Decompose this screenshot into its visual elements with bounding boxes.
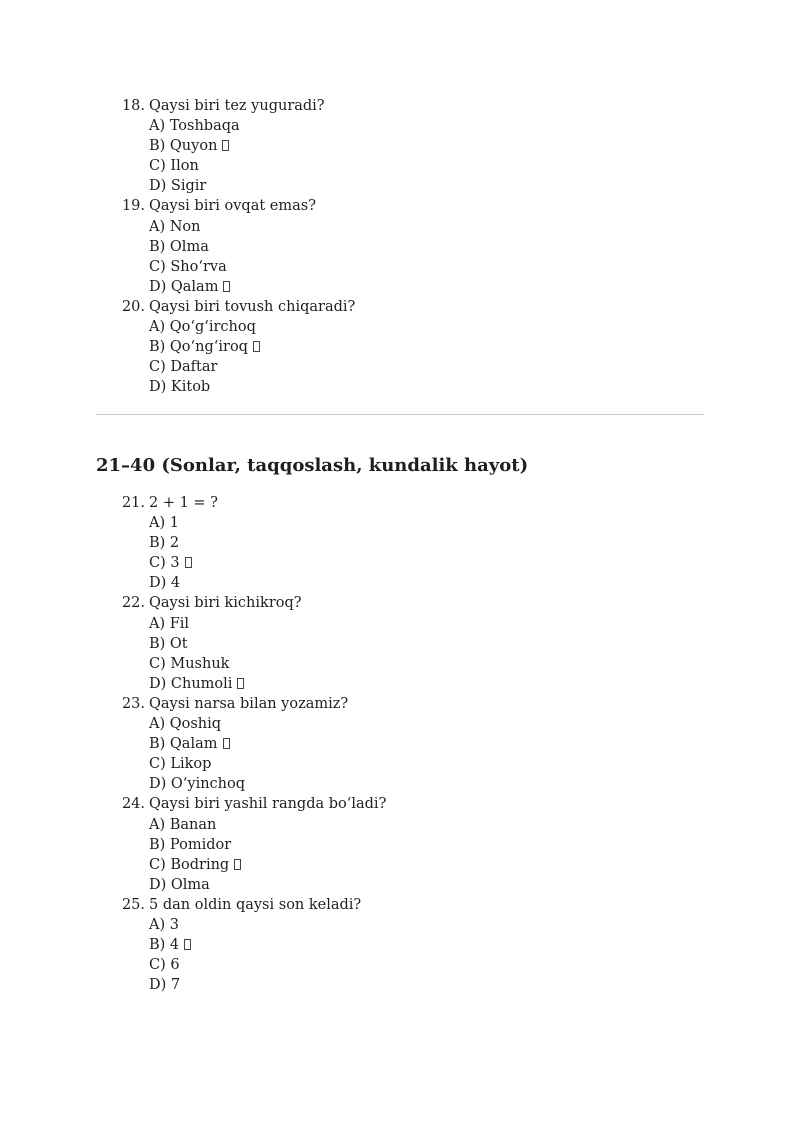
answer-option bbox=[96, 875, 716, 895]
answer-option bbox=[96, 634, 716, 654]
question-number: 20. bbox=[121, 298, 145, 315]
answer-option-label: D) Sigir bbox=[149, 178, 207, 195]
answer-option bbox=[96, 277, 716, 297]
answer-option-label: D) 7 bbox=[149, 977, 181, 994]
horizontal-divider bbox=[96, 414, 704, 415]
answer-option bbox=[96, 975, 716, 995]
question-number: 25. bbox=[121, 896, 145, 913]
answer-option-label: A) Toshbaqa bbox=[149, 118, 240, 135]
correct-answer-mark-icon bbox=[185, 557, 192, 568]
answer-option bbox=[96, 116, 716, 136]
answer-option-label: D) Chumoli bbox=[149, 675, 233, 692]
answer-option bbox=[96, 955, 716, 975]
answer-option bbox=[96, 317, 716, 337]
answer-option-label: C) Bodring bbox=[149, 856, 230, 873]
answer-option bbox=[96, 337, 716, 357]
answer-option bbox=[96, 257, 716, 277]
answer-option bbox=[96, 855, 716, 875]
answer-option bbox=[96, 734, 716, 754]
answer-option-label: A) 3 bbox=[149, 916, 179, 933]
answer-option bbox=[96, 553, 716, 573]
answer-option bbox=[96, 674, 716, 694]
answer-option-label: C) Likop bbox=[149, 756, 212, 773]
question-number: 21. bbox=[121, 495, 145, 511]
question-list-18-20 bbox=[96, 96, 716, 397]
answer-option bbox=[96, 513, 716, 533]
answer-option-label: B) Qalam bbox=[149, 736, 218, 753]
answer-option-label: D) 4 bbox=[149, 575, 181, 592]
answer-option-label: A) Qo‘g‘irchoq bbox=[149, 319, 256, 336]
answer-option-label: B) Ot bbox=[149, 635, 188, 652]
correct-answer-mark-icon bbox=[223, 738, 230, 749]
answer-option-label: B) Olma bbox=[149, 238, 209, 255]
question-text: Qaysi biri tovush chiqaradi? bbox=[149, 298, 356, 315]
answer-option-label: C) Daftar bbox=[149, 359, 218, 376]
answer-option-label: A) 1 bbox=[149, 515, 179, 532]
answer-option bbox=[96, 935, 716, 955]
question-text: Qaysi narsa bilan yozamiz? bbox=[149, 695, 349, 712]
question-number: 18. bbox=[121, 98, 145, 114]
question-text: Qaysi biri ovqat emas? bbox=[149, 198, 316, 215]
question-list-21-25 bbox=[96, 493, 716, 995]
question-number: 19. bbox=[121, 198, 145, 215]
answer-option bbox=[96, 377, 716, 397]
answer-option bbox=[96, 533, 716, 553]
question-text: 5 dan oldin qaysi son keladi? bbox=[149, 896, 362, 913]
question-item bbox=[96, 96, 716, 116]
question-number: 24. bbox=[121, 796, 145, 813]
question-text: Qaysi biri yashil rangda bo‘ladi? bbox=[149, 796, 387, 813]
answer-option-label: B) Quyon bbox=[149, 138, 218, 155]
answer-option bbox=[96, 835, 716, 855]
question-text: Qaysi biri tez yuguradi? bbox=[149, 98, 325, 114]
question-number: 23. bbox=[121, 695, 145, 712]
answer-option-label: C) Sho‘rva bbox=[149, 258, 227, 275]
answer-option-label: D) Qalam bbox=[149, 278, 219, 295]
answer-option-label: C) 6 bbox=[149, 957, 180, 974]
correct-answer-mark-icon bbox=[223, 281, 230, 292]
answer-option-label: B) 2 bbox=[149, 535, 180, 552]
answer-option bbox=[96, 573, 716, 593]
answer-option bbox=[96, 614, 716, 634]
question-item bbox=[96, 196, 716, 216]
answer-option-label: B) Qo‘ng‘iroq bbox=[149, 339, 248, 356]
question-item bbox=[96, 493, 716, 513]
answer-option-label: C) Mushuk bbox=[149, 655, 230, 672]
answer-option-label: C) 3 bbox=[149, 555, 180, 572]
answer-option bbox=[96, 815, 716, 835]
question-text: 2 + 1 = ? bbox=[149, 495, 218, 511]
answer-option-label: A) Qoshiq bbox=[149, 716, 222, 733]
correct-answer-mark-icon bbox=[184, 939, 191, 950]
question-number: 22. bbox=[121, 595, 145, 612]
question-item bbox=[96, 895, 716, 915]
answer-option-label: A) Banan bbox=[149, 816, 217, 833]
answer-option-label: D) Olma bbox=[149, 876, 210, 893]
answer-option-label: D) Kitob bbox=[149, 379, 211, 396]
correct-answer-mark-icon bbox=[234, 859, 241, 870]
answer-option bbox=[96, 237, 716, 257]
answer-option bbox=[96, 136, 716, 156]
answer-option-label: B) Pomidor bbox=[149, 836, 232, 853]
question-item bbox=[96, 794, 716, 814]
answer-option-label: C) Ilon bbox=[149, 158, 199, 175]
answer-option bbox=[96, 176, 716, 196]
answer-option bbox=[96, 654, 716, 674]
answer-option bbox=[96, 774, 716, 794]
correct-answer-mark-icon bbox=[253, 341, 260, 352]
correct-answer-mark-icon bbox=[222, 140, 229, 151]
answer-option bbox=[96, 915, 716, 935]
correct-answer-mark-icon bbox=[237, 678, 244, 689]
answer-option bbox=[96, 156, 716, 176]
question-item bbox=[96, 694, 716, 714]
answer-option bbox=[96, 714, 716, 734]
question-item bbox=[96, 593, 716, 613]
answer-option-label: D) O‘yinchoq bbox=[149, 776, 246, 793]
answer-option-label: B) 4 bbox=[149, 937, 180, 954]
answer-option bbox=[96, 217, 716, 237]
section-heading: 21–40 (Sonlar, taqqoslash, kundalik hayot) bbox=[96, 455, 529, 476]
question-item bbox=[96, 297, 716, 317]
answer-option bbox=[96, 754, 716, 774]
question-text: Qaysi biri kichikroq? bbox=[149, 595, 302, 612]
answer-option bbox=[96, 357, 716, 377]
answer-option-label: A) Fil bbox=[149, 615, 190, 632]
answer-option-label: A) Non bbox=[149, 218, 201, 235]
